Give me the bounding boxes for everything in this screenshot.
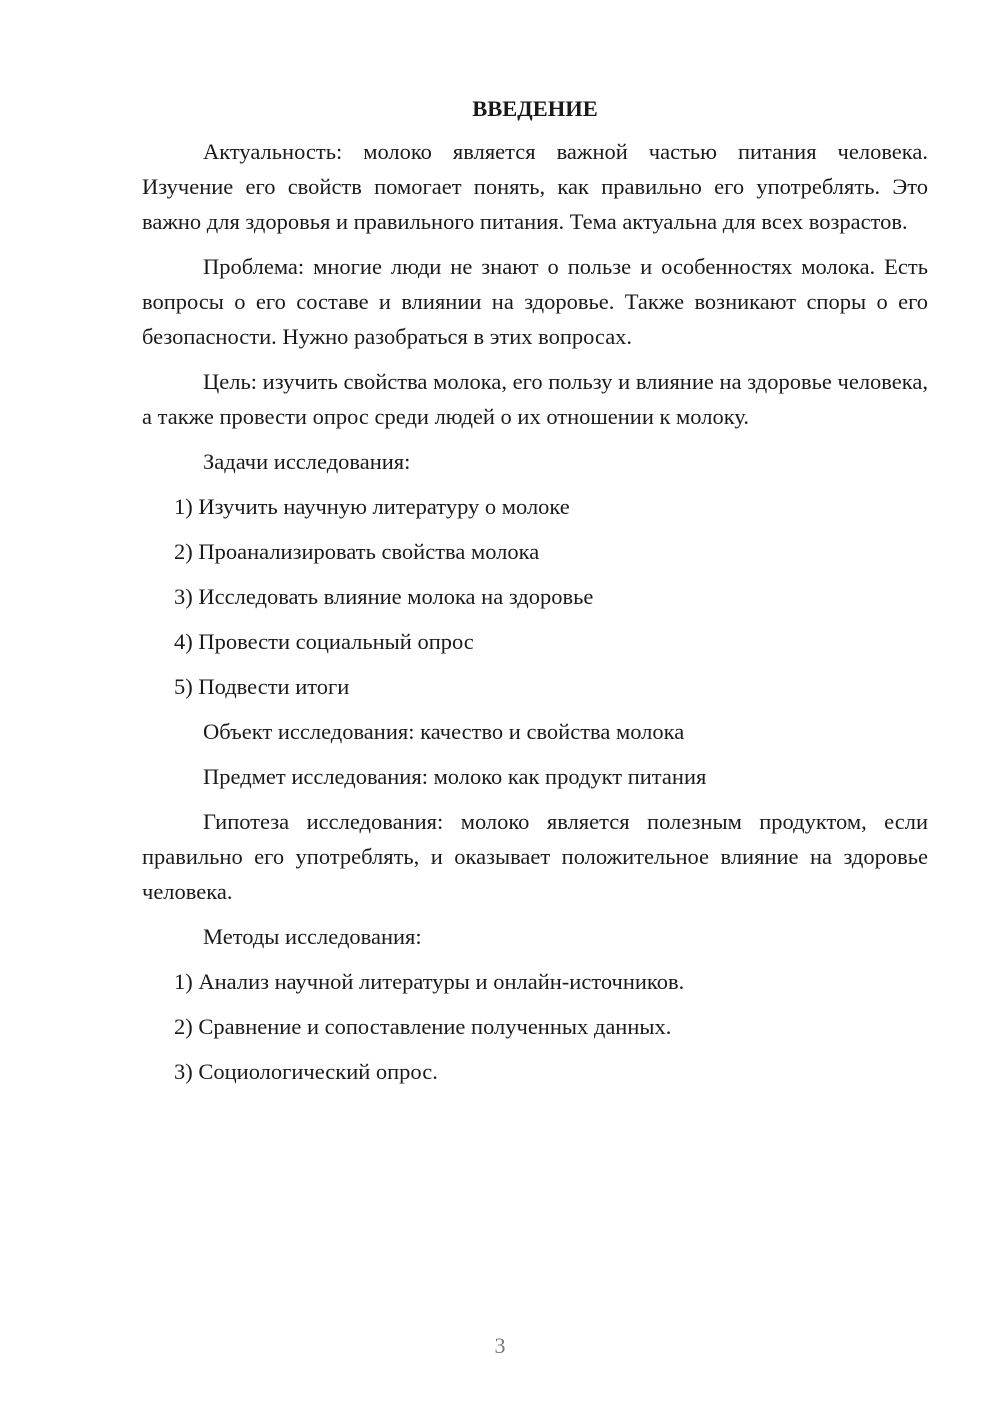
tasks-label: Задачи исследования: [203, 449, 411, 474]
list-item: 1) Изучить научную литературу о молоке [174, 494, 570, 519]
goal-paragraph: Цель: изучить свойства молока, его пользу и влияние на здоровье человека, а также провести опрос среди людей о их отношении к молоку. [142, 369, 928, 429]
page-number: 3 [494, 1333, 506, 1358]
list-item: 4) Провести социальный опрос [174, 629, 474, 654]
section-title: ВВЕДЕНИЕ [472, 96, 598, 121]
list-item: 2) Проанализировать свойства молока [174, 539, 540, 564]
methods-list [142, 964, 928, 1089]
methods-label: Методы исследования: [203, 924, 422, 949]
hypothesis-paragraph: Гипотеза исследования: молоко является полезным продуктом, если правильно его употреблять, и оказывает положительное влияние на здоровье человека. [142, 809, 928, 904]
document-page [142, 94, 928, 1099]
subject-line: Предмет исследования: молоко как продукт питания [203, 764, 707, 789]
relevance-paragraph: Актуальность: молоко является важной частью питания человека. Изучение его свойств помогает понять, как правильно его употреблять. Это важно для здоровья и правильного питания. Тема актуальна для всех возрастов. [142, 139, 928, 234]
problem-paragraph: Проблема: многие люди не знают о пользе и особенностях молока. Есть вопросы о его составе и влиянии на здоровье. Также возникают споры о его безопасности. Нужно разобраться в этих вопросах. [142, 254, 928, 349]
list-item: 5) Подвести итоги [174, 674, 350, 699]
tasks-list [142, 489, 928, 704]
list-item: 1) Анализ научной литературы и онлайн-источников. [174, 969, 685, 994]
object-line: Объект исследования: качество и свойства молока [203, 719, 685, 744]
list-item: 2) Сравнение и сопоставление полученных данных. [174, 1014, 672, 1039]
list-item: 3) Исследовать влияние молока на здоровье [174, 584, 594, 609]
list-item: 3) Социологический опрос. [174, 1059, 438, 1084]
